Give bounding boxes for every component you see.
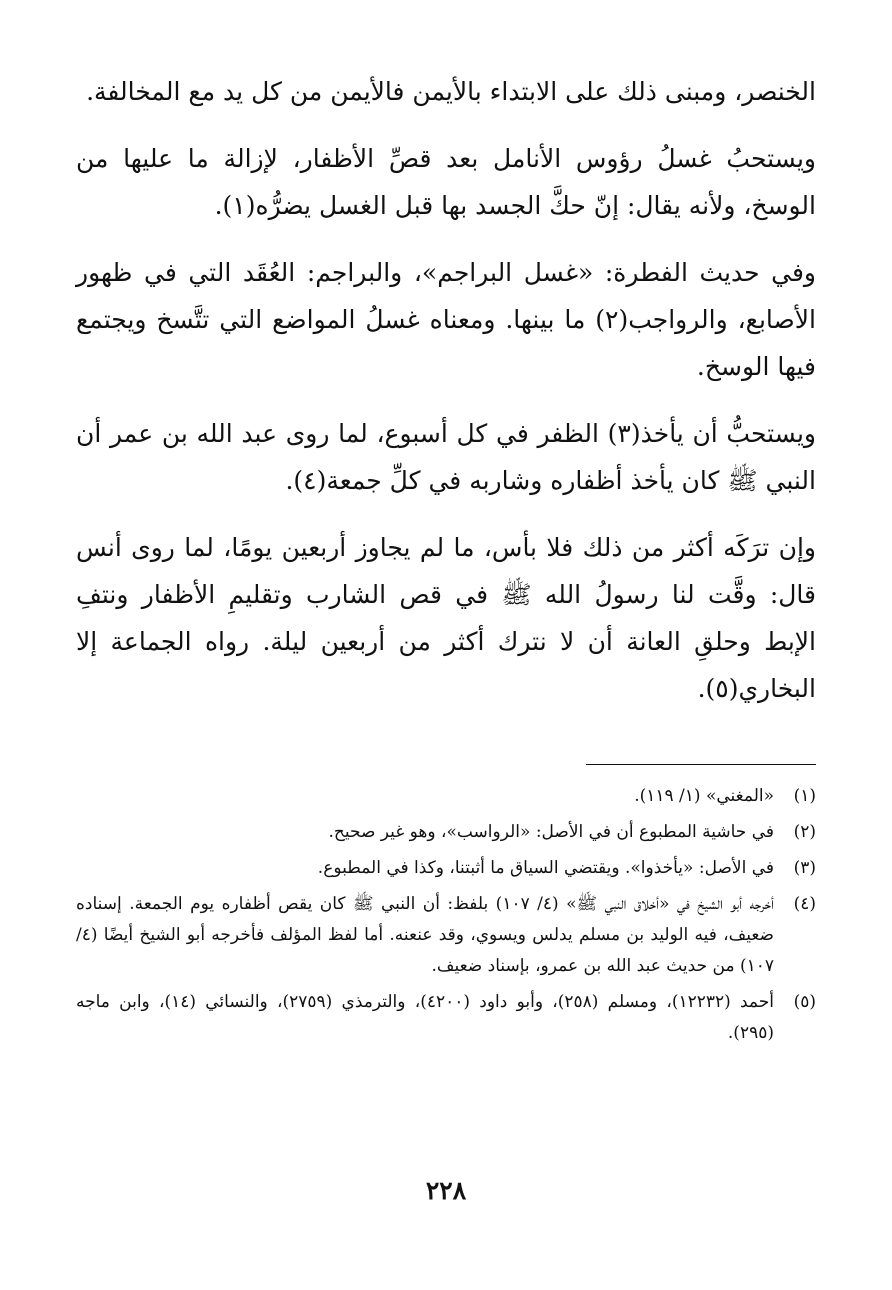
footnote-text: أخرجه أبو الشيخ في «أخلاق النبي ﷺ» (٤/ ١٠٧) بلفظ: أن النبي ﷺ كان يقص أظفاره يوم الجمعة. إسناده ضعيف، فيه الوليد بن مسلم يدلس ويسوي، وقد عنعنه. أما لفظ المؤلف فأخرجه أبو الشيخ أيضًا (٤/ ١٠٧) من حديث عبد الله بن عمرو، بإسناد ضعيف. xyxy=(76,894,774,976)
footnote xyxy=(76,853,816,884)
footnote xyxy=(76,781,816,812)
footnote-number: (٣) xyxy=(793,858,816,878)
footnote xyxy=(76,889,816,982)
footnotes xyxy=(76,781,816,1049)
footnote-text: «المغني» (١/ ١١٩). xyxy=(634,786,774,806)
main-text xyxy=(76,68,816,712)
footnote xyxy=(76,817,816,848)
footnote-number: (٤) xyxy=(793,894,816,914)
page-number: ٢٢٨ xyxy=(425,1176,467,1205)
footnote xyxy=(76,987,816,1049)
footnote-separator xyxy=(586,764,816,765)
paragraph: وإن ترَكَه أكثر من ذلك فلا بأس، ما لم يجاوز أربعين يومًا، لما روى أنس قال: وقَّت لنا رسولُ الله ﷺ في قص الشارب وتقليمِ الأظفار ونتفِ الإبط وحلقِ العانة أن لا نترك أكثر من أربعين ليلة. رواه الجماعة إلا البخاري(٥). xyxy=(76,533,816,703)
footnote-text: أحمد (١٢٢٣٢)، ومسلم (٢٥٨)، وأبو داود (٤٢٠٠)، والترمذي (٢٧٥٩)، والنسائي (١٤)، وابن ماجه (٢٩٥). xyxy=(76,992,774,1043)
paragraph: وفي حديث الفطرة: «غسل البراجم»، والبراجم: العُقَد التي في ظهور الأصابع، والرواجب(٢) ما بينها. ومعناه غسلُ المواضع التي تتَّسخ ويجتمع فيها الوسخ. xyxy=(76,258,816,381)
paragraph: الخنصر، ومبنى ذلك على الابتداء بالأيمن فالأيمن من كل يد مع المخالفة. xyxy=(86,77,816,106)
footnote-number: (١) xyxy=(793,786,816,806)
footnote-text: في الأصل: «يأخذوا». ويقتضي السياق ما أثبتنا، وكذا في المطبوع. xyxy=(317,858,774,878)
footnote-text: في حاشية المطبوع أن في الأصل: «الرواسب»، وهو غير صحيح. xyxy=(328,822,774,842)
footnote-number: (٥) xyxy=(793,992,816,1012)
footnote-number: (٢) xyxy=(793,822,816,842)
paragraph: ويستحبُ غسلُ رؤوس الأنامل بعد قصِّ الأظفار، لإزالة ما عليها من الوسخ، ولأنه يقال: إنّ حكَّ الجسد بها قبل الغسل يضرُّه(١). xyxy=(76,144,816,220)
paragraph: ويستحبُّ أن يأخذ(٣) الظفر في كل أسبوع، لما روى عبد الله بن عمر أن النبي ﷺ كان يأخذ أظفاره وشاربه في كلِّ جمعة(٤). xyxy=(76,419,816,495)
